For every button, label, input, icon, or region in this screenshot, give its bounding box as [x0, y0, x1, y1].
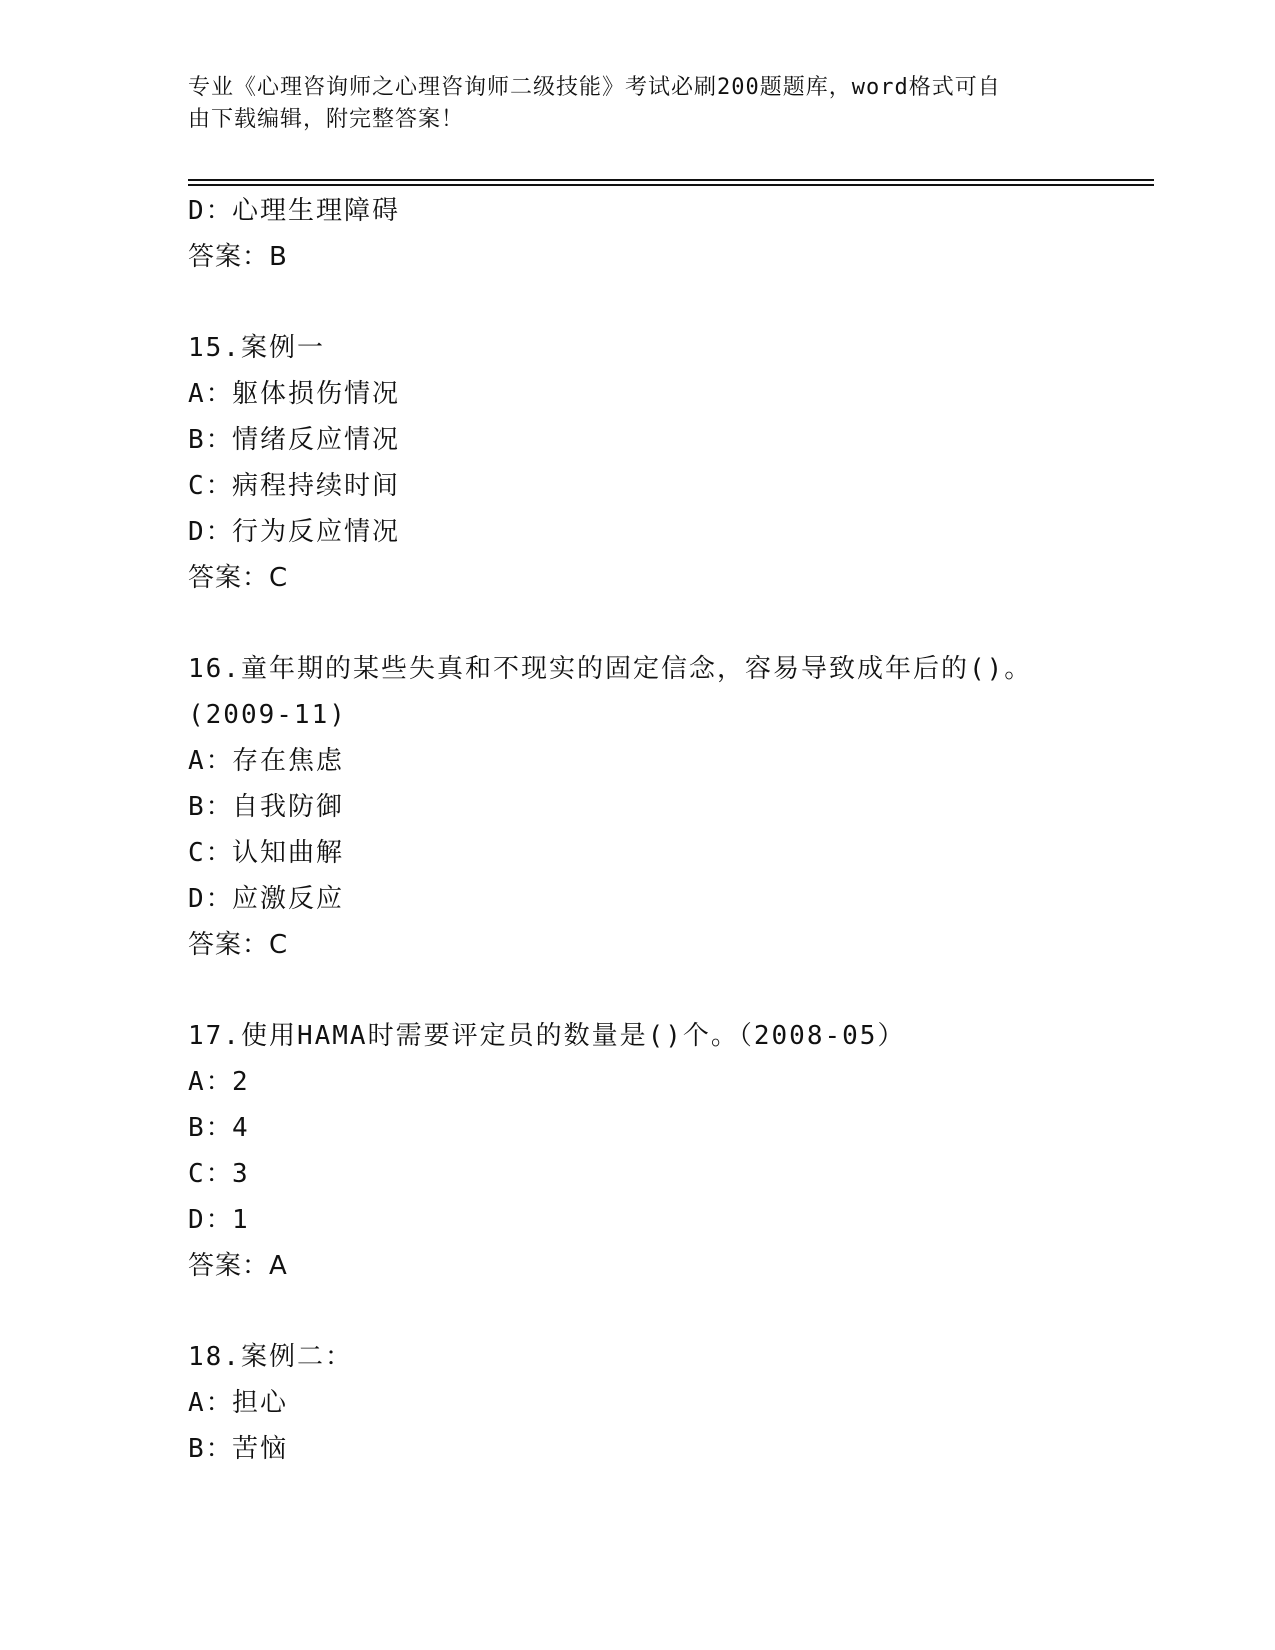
- option-text: 应激反应: [232, 884, 345, 914]
- option-text: 躯体损伤情况: [232, 379, 401, 409]
- option-label: A：: [188, 1067, 234, 1097]
- option-label: C：: [188, 471, 234, 501]
- option-label: A：: [188, 1388, 234, 1418]
- question-15-option-b: [188, 417, 1154, 463]
- question-16-stem-line-1: 16.童年期的某些失真和不现实的固定信念，容易导致成年后的()。: [188, 654, 1033, 684]
- option-text: 存在焦虑: [232, 746, 345, 776]
- option-label: B：: [188, 1113, 234, 1143]
- question-15-answer: 答案：C: [188, 563, 289, 593]
- option-text: 认知曲解: [232, 838, 345, 868]
- option-label: C：: [188, 838, 234, 868]
- question-15-option-a: [188, 371, 1154, 417]
- document-header: [188, 72, 1068, 136]
- header-line-2: 由下载编辑，附完整答案！: [188, 107, 465, 132]
- question-17-stem: 17.使用HAMA时需要评定员的数量是()个。（2008-05）: [188, 1021, 906, 1051]
- option-text: 自我防御: [232, 792, 345, 822]
- option-text: 行为反应情况: [232, 517, 401, 547]
- question-17-option-d: [188, 1197, 1154, 1243]
- question-16-option-d: [188, 876, 1154, 922]
- option-text: 3: [232, 1159, 250, 1189]
- question-15-option-c: [188, 463, 1154, 509]
- header-divider-bottom: [188, 184, 1154, 186]
- option-text: 病程持续时间: [232, 471, 401, 501]
- question-16-stem-line-2: (2009-11): [188, 700, 347, 730]
- option-text: 担心: [232, 1388, 289, 1418]
- question-18-option-a: [188, 1380, 1154, 1426]
- spacer: [188, 968, 1154, 1013]
- option-label: B：: [188, 792, 234, 822]
- option-text: 2: [232, 1067, 250, 1097]
- spacer: [188, 601, 1154, 646]
- question-17-answer: 答案：A: [188, 1251, 288, 1281]
- option-label: D：: [188, 884, 234, 914]
- option-label: A：: [188, 379, 234, 409]
- option-label: B：: [188, 425, 234, 455]
- option-text: 情绪反应情况: [232, 425, 401, 455]
- question-14-option-d: [188, 188, 1154, 234]
- option-text: 4: [232, 1113, 250, 1143]
- header-divider-top: [188, 179, 1154, 181]
- question-14-answer: 答案：B: [188, 242, 288, 272]
- option-label: A：: [188, 746, 234, 776]
- option-label: C：: [188, 1159, 234, 1189]
- option-label: D：: [188, 517, 234, 547]
- spacer: [188, 280, 1154, 325]
- question-18-option-b: [188, 1426, 1154, 1472]
- question-16-option-c: [188, 830, 1154, 876]
- spacer: [188, 1289, 1154, 1334]
- question-list: [188, 188, 1154, 1472]
- question-16-answer: 答案：C: [188, 930, 289, 960]
- option-text: 心理生理障碍: [232, 196, 401, 226]
- question-15-stem: 15.案例一: [188, 333, 325, 363]
- option-label: D：: [188, 1205, 234, 1235]
- question-15-option-d: [188, 509, 1154, 555]
- option-text: 苦恼: [232, 1434, 289, 1464]
- option-label: B：: [188, 1434, 234, 1464]
- question-16-option-a: [188, 738, 1154, 784]
- header-line-1: 专业《心理咨询师之心理咨询师二级技能》考试必刷200题题库，word格式可自: [188, 75, 1001, 100]
- question-17-option-a: [188, 1059, 1154, 1105]
- question-17-option-c: [188, 1151, 1154, 1197]
- question-17-option-b: [188, 1105, 1154, 1151]
- option-label: D：: [188, 196, 234, 226]
- question-16-option-b: [188, 784, 1154, 830]
- question-18-stem: 18.案例二：: [188, 1342, 353, 1372]
- option-text: 1: [232, 1205, 250, 1235]
